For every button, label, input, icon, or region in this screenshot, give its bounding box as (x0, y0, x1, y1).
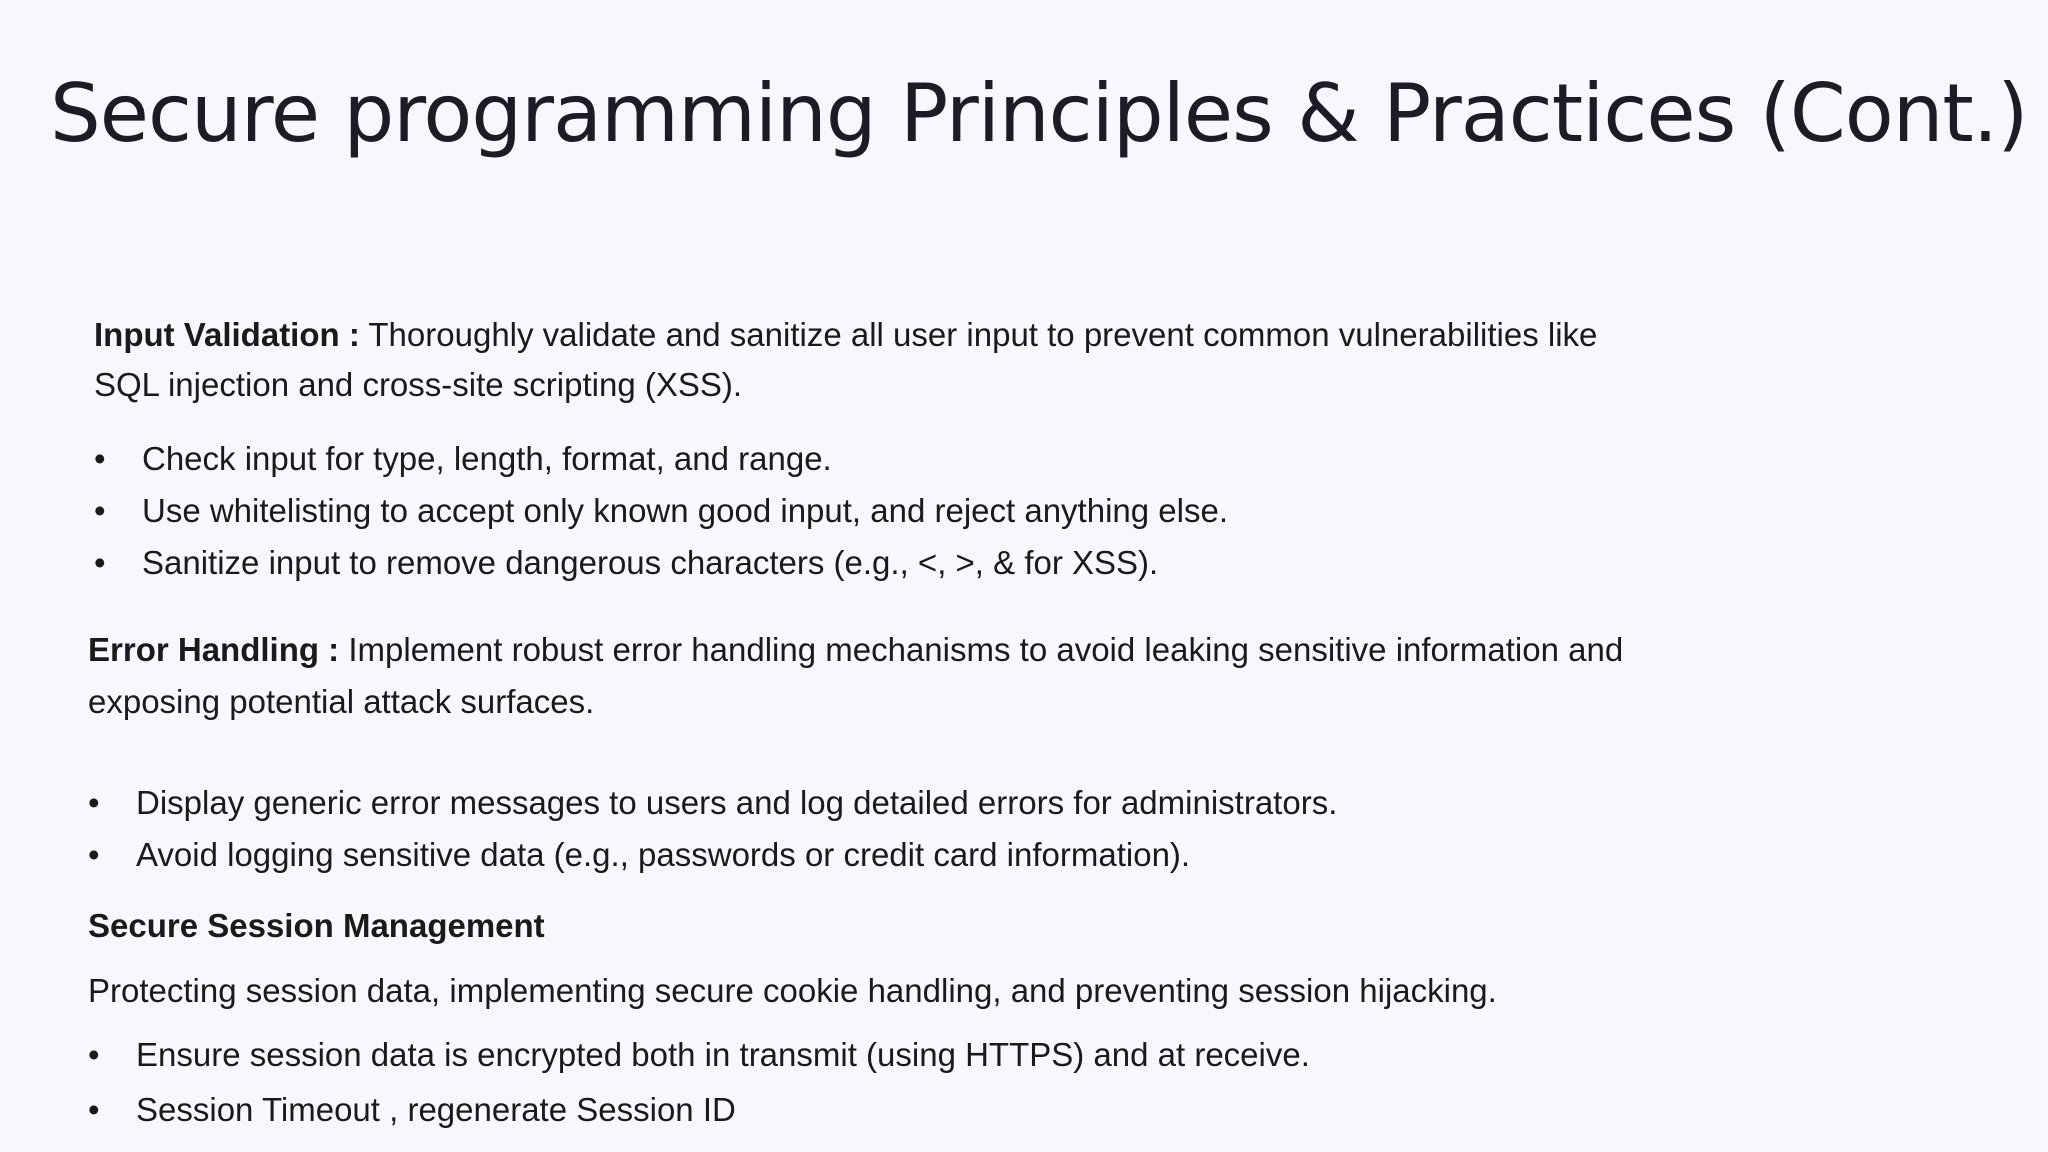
input-validation-paragraph (94, 310, 1894, 410)
list-item (88, 778, 1337, 828)
list-item (88, 1085, 1310, 1135)
session-management-heading: Secure Session Management (88, 907, 545, 944)
bullet-text: Check input for type, length, format, and range. (142, 440, 832, 477)
list-item (88, 1030, 1310, 1080)
slide-title: Secure programming Principles & Practices (Cont.) (50, 67, 2028, 160)
bullet-text: Use whitelisting to accept only known good input, and reject anything else. (142, 492, 1228, 529)
session-management-description: Protecting session data, implementing secure cookie handling, and preventing session hijacking. (88, 972, 1497, 1009)
bullet-icon: • (88, 1036, 100, 1073)
bullet-text: Ensure session data is encrypted both in transmit (using HTTPS) and at receive. (136, 1036, 1310, 1073)
bullet-text: Session Timeout , regenerate Session ID (136, 1091, 736, 1128)
session-management-bullets (88, 1030, 1310, 1135)
bullet-icon: • (88, 1091, 100, 1128)
error-handling-text-line1: Implement robust error handling mechanisms to avoid leaking sensitive information and (339, 631, 1624, 668)
bullet-text: Display generic error messages to users and log detailed errors for administrators. (136, 784, 1338, 821)
bullet-text: Avoid logging sensitive data (e.g., passwords or credit card information). (136, 836, 1191, 873)
error-handling-bullets (88, 778, 1337, 880)
bullet-icon: • (88, 836, 100, 873)
input-validation-text-line1: Thoroughly validate and sanitize all user input to prevent common vulnerabilities like (359, 316, 1598, 353)
list-item (88, 830, 1337, 880)
error-handling-label: Error Handling : (88, 631, 340, 668)
input-validation-bullets (94, 434, 1228, 588)
error-handling-paragraph (88, 624, 1888, 728)
bullet-icon: • (94, 440, 106, 477)
input-validation-label: Input Validation : (94, 316, 360, 353)
list-item (94, 486, 1228, 536)
list-item (94, 434, 1228, 484)
input-validation-text-line2: SQL injection and cross-site scripting (XSS). (94, 366, 743, 403)
list-item (94, 538, 1228, 588)
bullet-icon: • (94, 544, 106, 581)
error-handling-text-line2: exposing potential attack surfaces. (88, 683, 595, 720)
bullet-icon: • (88, 784, 100, 821)
bullet-icon: • (94, 492, 106, 529)
bullet-text: Sanitize input to remove dangerous characters (e.g., <, >, & for XSS). (142, 544, 1159, 581)
